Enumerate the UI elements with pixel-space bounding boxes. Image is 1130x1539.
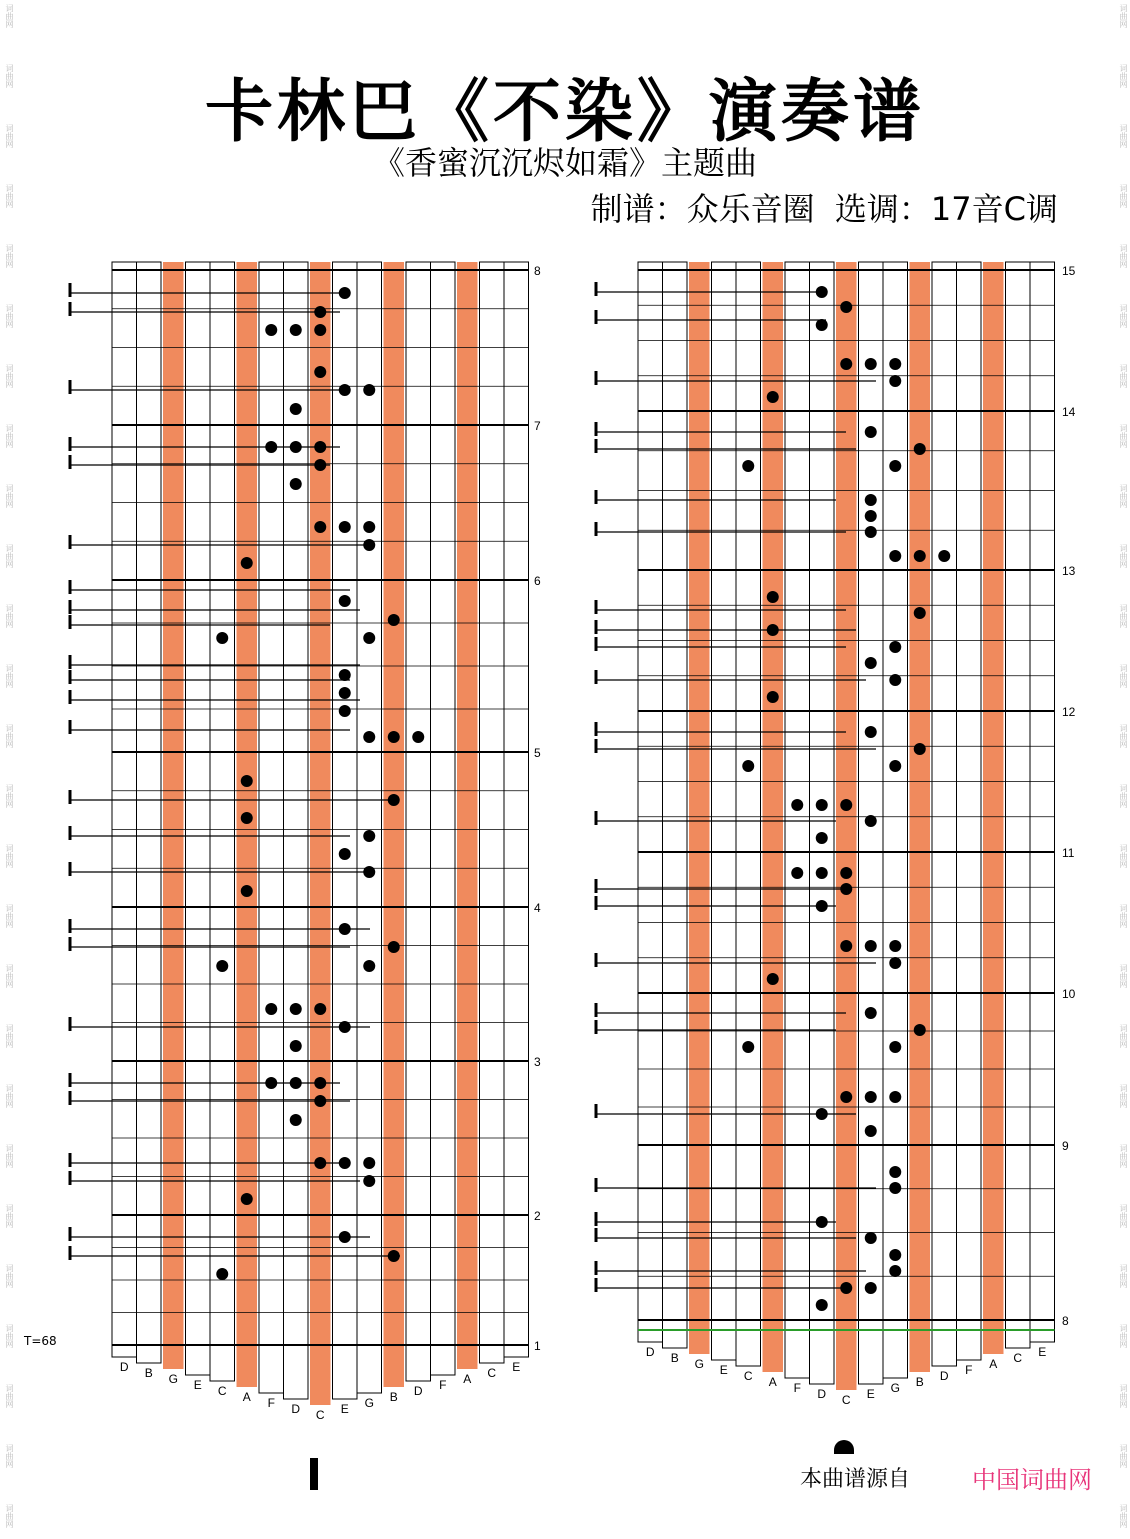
tine [480,262,505,1363]
tine-label: B [670,1351,679,1365]
page-subtitle: 《香蜜沉沉烬如霜》主题曲 [372,144,757,182]
note [914,1024,926,1036]
note [241,775,253,787]
watermark-text: 词曲网 [1119,1444,1128,1468]
tine [883,262,908,1378]
note [314,324,326,336]
tine-label: G [168,1372,178,1386]
watermark-text: 词曲网 [1119,724,1128,748]
tine-label: C [487,1366,497,1380]
note [241,885,253,897]
note [216,632,228,644]
measure-number: 14 [1062,405,1076,419]
tine-label: E [512,1360,521,1374]
note [914,443,926,455]
note [816,867,828,879]
tine [406,262,431,1381]
tine-label: A [463,1372,472,1386]
note [363,632,375,644]
measure-number: 8 [534,264,541,278]
note [363,1175,375,1187]
tine [810,262,835,1384]
note [216,1268,228,1280]
note [865,657,877,669]
watermark-text: 词曲网 [5,1324,14,1348]
note [865,815,877,827]
watermark-text: 词曲网 [1119,784,1128,808]
arranger-credits: 制谱：众乐音圈 选调：17音C调 [590,190,1058,228]
tine-label: C [217,1384,227,1398]
note [339,521,351,533]
tine-label: E [719,1363,728,1377]
tine-label: F [793,1381,801,1395]
note [339,595,351,607]
tine [1030,262,1055,1342]
tine-label: F [439,1378,447,1392]
watermark-text: 词曲网 [5,304,14,328]
note [865,1282,877,1294]
note [889,358,901,370]
tine [1006,262,1031,1348]
tine [210,262,235,1381]
tine [638,262,663,1342]
tine [357,262,382,1393]
tine-label: F [965,1363,973,1377]
tine-label: D [817,1387,827,1401]
note [241,1193,253,1205]
watermark-text: 词曲网 [1119,964,1128,988]
watermark-text: 词曲网 [5,124,14,148]
watermark-text: 词曲网 [1119,364,1128,388]
note [742,1041,754,1053]
note [840,799,852,811]
tine-label: G [890,1381,900,1395]
watermark-text: 词曲网 [5,1144,14,1168]
watermark-text: 词曲网 [1119,4,1128,28]
note [412,731,424,743]
note [388,731,400,743]
tine-label: C [743,1369,753,1383]
watermark-text: 词曲网 [1119,244,1128,268]
tine [663,262,688,1348]
watermark-text: 词曲网 [5,64,14,88]
watermark-text: 词曲网 [1119,64,1128,88]
watermark-text: 词曲网 [5,724,14,748]
measure-number: 3 [534,1055,541,1069]
note [816,799,828,811]
note [363,521,375,533]
note [742,460,754,472]
measure-number: 7 [534,419,541,433]
note [889,641,901,653]
note [363,830,375,842]
tine-label: C [315,1408,325,1422]
note [767,591,779,603]
note [889,550,901,562]
watermark-text: 词曲网 [5,784,14,808]
tine [457,262,478,1369]
note [241,557,253,569]
tine [112,262,137,1357]
note [290,1114,302,1126]
note [339,669,351,681]
tine [785,262,810,1378]
measure-number: 10 [1062,987,1076,1001]
tine-label: B [389,1390,398,1404]
tine [237,262,258,1387]
watermark-text: 词曲网 [5,1504,14,1528]
watermark-text: 词曲网 [5,244,14,268]
watermark-text: 词曲网 [5,544,14,568]
tine-label: E [1038,1345,1047,1359]
watermark-text: 词曲网 [5,664,14,688]
tine-label: D [413,1384,423,1398]
watermark-text: 词曲网 [1119,1504,1128,1528]
watermark-text: 词曲网 [1119,1384,1128,1408]
watermark-text: 词曲网 [5,1444,14,1468]
watermark-text: 词曲网 [1119,1084,1128,1108]
note [865,1091,877,1103]
tine-label: D [939,1369,949,1383]
note [314,521,326,533]
note [290,478,302,490]
note [339,687,351,699]
note [816,319,828,331]
measure-number: 4 [534,901,541,915]
watermark-text: 词曲网 [5,424,14,448]
note [265,324,277,336]
note [314,1003,326,1015]
note [290,403,302,415]
note [865,726,877,738]
watermark-text: 词曲网 [1119,544,1128,568]
measure-number: 11 [1062,846,1075,860]
note [816,1299,828,1311]
tine-label: E [866,1387,875,1401]
note [363,1157,375,1169]
note [914,607,926,619]
tine-label: C [1013,1351,1023,1365]
measure-number: 9 [1062,1139,1069,1153]
tine [186,262,211,1375]
watermark-text: 词曲网 [1119,844,1128,868]
tine-label: B [915,1375,924,1389]
tine-label: G [364,1396,374,1410]
watermark-text: 词曲网 [5,1024,14,1048]
note [865,426,877,438]
watermark-text: 词曲网 [1119,484,1128,508]
note [840,940,852,952]
watermark-text: 词曲网 [5,1264,14,1288]
note [865,526,877,538]
note [363,731,375,743]
watermark-text: 词曲网 [1119,124,1128,148]
note [339,705,351,717]
note [865,494,877,506]
tine-label: A [768,1375,777,1389]
page-mark [310,1458,318,1490]
note [865,1232,877,1244]
measure-number: 12 [1062,705,1076,719]
watermark-text: 词曲网 [1119,664,1128,688]
watermark-text: 词曲网 [1119,304,1128,328]
note [889,1041,901,1053]
tine-label: E [340,1402,349,1416]
watermark-text: 词曲网 [1119,604,1128,628]
note [914,743,926,755]
page-title: 卡林巴《不染》演奏谱 [204,73,925,152]
tine-label: A [242,1390,251,1404]
tine [431,262,456,1375]
watermark-text: 词曲网 [5,1384,14,1408]
measure-number: 5 [534,746,541,760]
watermark-text: 词曲网 [5,964,14,988]
tine [932,262,957,1366]
watermark-text: 词曲网 [1119,184,1128,208]
tine [163,262,184,1369]
measure-number: 15 [1062,264,1076,278]
note [889,375,901,387]
measure-number: 6 [534,574,541,588]
note [265,1003,277,1015]
source-label: 本曲谱源自 [800,1467,911,1492]
note [889,1166,901,1178]
note [290,324,302,336]
tine-label: B [144,1366,153,1380]
note [840,301,852,313]
note [363,384,375,396]
tine [384,262,405,1387]
note [290,1040,302,1052]
note [840,358,852,370]
note [241,812,253,824]
note [865,510,877,522]
watermark-text: 词曲网 [1119,1144,1128,1168]
tine [983,262,1004,1354]
note [889,760,901,772]
tine-label: D [291,1402,301,1416]
note [938,550,950,562]
watermark-text: 词曲网 [5,904,14,928]
watermark-text: 词曲网 [1119,1264,1128,1288]
tine [137,262,162,1363]
watermark-text: 词曲网 [1119,1204,1128,1228]
watermark-text: 词曲网 [5,844,14,868]
note [865,358,877,370]
tine [836,262,857,1390]
tine-label: E [193,1378,202,1392]
tine [310,262,331,1405]
note [363,960,375,972]
note [767,391,779,403]
watermark-text: 词曲网 [1119,1024,1128,1048]
tine-label: F [267,1396,275,1410]
note [290,1003,302,1015]
measure-number: 13 [1062,564,1076,578]
note [216,960,228,972]
watermark-text: 词曲网 [1119,424,1128,448]
watermark-text: 词曲网 [5,184,14,208]
watermark-text: 词曲网 [1119,904,1128,928]
note [889,1265,901,1277]
measure-number: 1 [534,1339,541,1353]
note [889,1091,901,1103]
note [865,1125,877,1137]
note [840,867,852,879]
tine [712,262,737,1360]
measure-number: 2 [534,1209,541,1223]
watermark-text: 词曲网 [5,604,14,628]
note [767,691,779,703]
watermark-text: 词曲网 [5,484,14,508]
watermark-text: 词曲网 [5,4,14,28]
note [314,366,326,378]
note [816,832,828,844]
tine-label: D [119,1360,129,1374]
watermark-text: 词曲网 [5,1084,14,1108]
watermark-text: 词曲网 [5,364,14,388]
note [791,867,803,879]
note [889,460,901,472]
note [742,760,754,772]
note [865,940,877,952]
note [914,550,926,562]
note [889,674,901,686]
tine [333,262,358,1399]
watermark-text: 词曲网 [1119,1324,1128,1348]
tine [284,262,309,1399]
tine-label: A [989,1357,998,1371]
note [339,848,351,860]
page-number [834,1440,854,1454]
note [388,614,400,626]
tine [689,262,710,1354]
note [889,1249,901,1261]
tine-label: D [645,1345,655,1359]
tine-label: G [694,1357,704,1371]
note [767,973,779,985]
note [889,940,901,952]
tempo-marking: T=68 [24,1334,57,1348]
tine [504,262,529,1357]
note [889,1182,901,1194]
tine [736,262,761,1366]
tine [957,262,982,1360]
source-site-link[interactable]: 中国词曲网 [972,1466,1092,1494]
tine-label: C [841,1393,851,1407]
note [791,799,803,811]
note [388,941,400,953]
watermark-text: 词曲网 [5,1204,14,1228]
measure-number: 8 [1062,1314,1069,1328]
note [889,957,901,969]
note [840,1091,852,1103]
note [865,1007,877,1019]
tine [259,262,284,1393]
